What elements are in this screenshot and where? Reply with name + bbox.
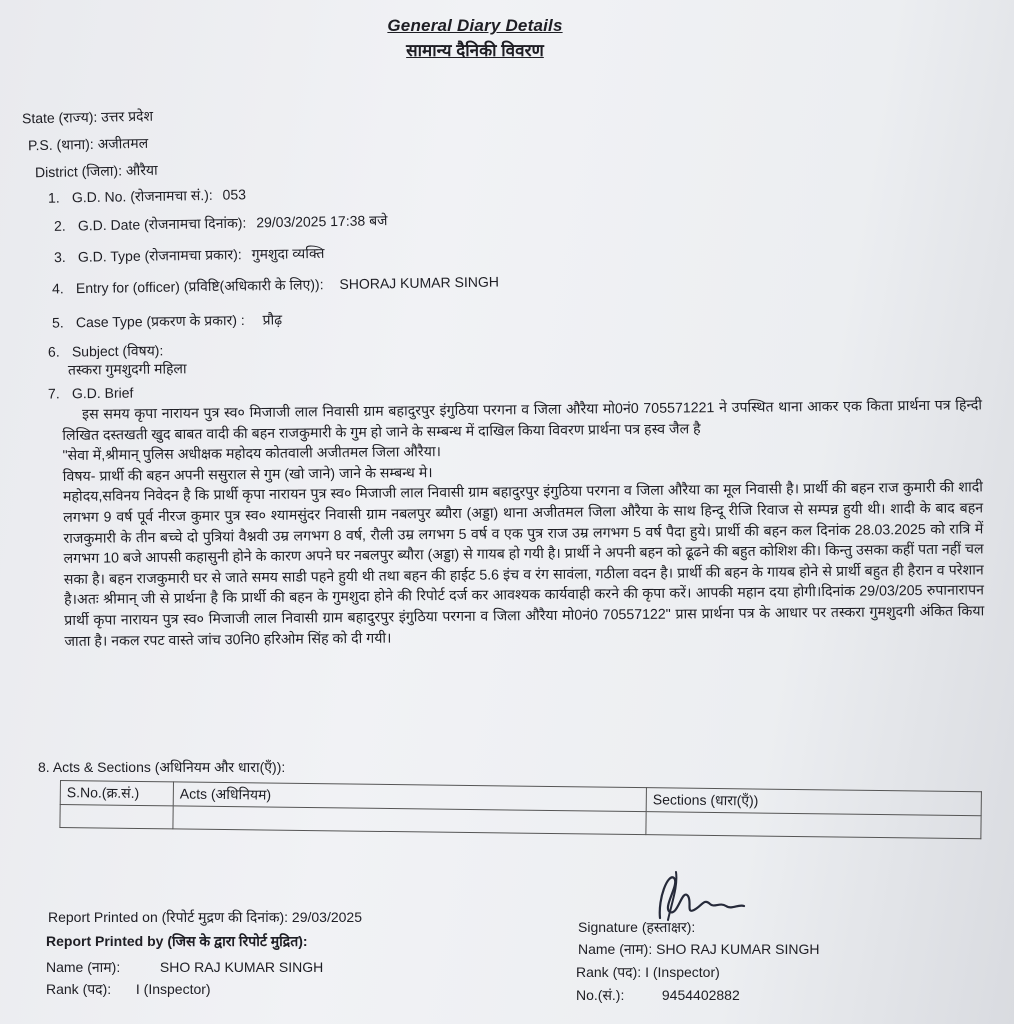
gd-type-number: 3. (53, 248, 66, 266)
district-label: District (जिला): (34, 162, 123, 181)
col-sno: S.No.(क्र.सं.) (60, 781, 173, 806)
entry-for-row (52, 272, 499, 298)
signer-rank-label: Rank (पद): (576, 964, 642, 980)
printed-on-value: 29/03/2025 (291, 909, 362, 925)
subject-value: तस्करा गुमशुदगी महिला (67, 360, 187, 378)
printed-on-label: Report Printed on (रिपोर्ट मुद्रण की दिनांक): (48, 909, 289, 925)
signer-name-line (578, 940, 819, 959)
signature-line: Signature (हस्ताक्षर): (578, 919, 696, 935)
col-acts: Acts (अधिनियम) (173, 782, 646, 812)
entry-for-value: SHORAJ KUMAR SINGH (339, 273, 499, 292)
ps-value: अजीतमल (97, 134, 149, 152)
brief-paragraph: विषय- प्रार्थी की बहन अपनी ससुराल से गुम (खो जाने) जाने के सम्बन्ध मे। (62, 464, 433, 485)
title-english: General Diary Details (387, 16, 563, 35)
acts-cell (646, 812, 981, 839)
document-header (0, 16, 950, 61)
gd-type-value: गुमशुदा व्यक्ति (251, 244, 325, 263)
brief-paragraph: "सेवा में,श्रीमान् पुलिस अधीक्षक महोदय कोतवाली अजीतमल जिला औरैया। (62, 444, 442, 465)
acts-cell (173, 806, 646, 835)
gd-type-label: G.D. Type (रोजनामचा प्रकार): (77, 246, 242, 265)
signer-no-value: 9454402882 (661, 987, 740, 1003)
entry-for-label: Entry for (officer) (प्रविष्टि(अधिकारी के लिए)): (75, 276, 324, 297)
gd-no-row (48, 185, 246, 207)
ps-line (28, 134, 149, 156)
signer-no-label: No.(सं.): (576, 987, 625, 1003)
case-type-row (52, 310, 282, 332)
brief-paragraph: महोदय,सविनय निवेदन है कि प्रार्थी कृपा नारायन पुत्र स्व० मिजाजी लाल निवासी ग्राम बहादुरपुर इंगुठिया परगना व जिला औरैया का मूल निवासी है। प्रार्थी की बहन राज कुमारी की शादी लगभग 9 वर्ष पूर्व नीरज कुमार पुत्र स्व० श्यामसुंदर निवासी ग्राम नबलपुर ब्यौरा (अड्डा) थाना अजीतमल जिला औरैया के साथ हिन्दू रीजि रिवाज से सम्पन्न हुयी थी। शादी के बाद बहन राजकुमारी के तीन बच्चे दो पुत्रियां वैश्नवी उम्र लगभग 8 वर्ष, रौली उम्र लगभग 5 वर्ष व एक पुत्र राज उम्र लगभग 5 वर्ष पैदा हुये। प्रार्थी की बहन कल दिनांक 28.03.2025 को रात्रि में लगभग 10 बजे आपसी कहासुनी होने के कारण अपने घर नबलपुर ब्यौरा (अड्डा) से गायब हो गयी है। प्रार्थी ने अपनी बहन को ढूढने की बहुत कोशिश की। किन्तु उसका कहीं पता नहीं चल सका है। बहन राजकुमारी घर से जाते समय साडी पहने हुयी थी तथा बहन की हाईट 5.6 इंच व रंग सावंला, गठीला वदन है। प्रार्थी की बहन के गायब होने से प्रार्थी बहुत ही हैरान व परेशान है।अतः श्रीमान् जी से प्रार्थना है कि प्रार्थी की बहन के गुमशुदा होने की रिपोर्ट दर्ज कर आवश्यक कार्यवाही करने की कृपा करें। आपकी महान दया होगी।दिनांक 29/03/205 रुपानारापन प्रार्थी कृपा नारायन पुत्र स्व० मिजाजी लाल निवासी ग्राम बहादुरपुर इंगुठिया परगना व जिला औरैया मो0नं0 70557122" प्रास प्रार्थना पत्र के आधार पर तस्करा गुमशुदगी अंकित किया जाता है। नकल रपट वास्ते जांच उ0नि0 हरिओम सिंह को दी गयी। (62, 479, 985, 650)
gd-date-row (54, 211, 388, 236)
gd-date-value: 29/03/2025 17:38 बजे (256, 212, 388, 231)
state-line (22, 107, 153, 129)
brief-label: G.D. Brief (71, 384, 134, 402)
printed-by-line: Report Printed by (जिस के द्वारा रिपोर्ट मुद्रित): (46, 933, 308, 949)
printed-by-name-value: SHO RAJ KUMAR SINGH (159, 959, 324, 975)
subject-row (48, 341, 170, 361)
district-line (35, 161, 158, 183)
title-hindi: सामान्य दैनिकी विवरण (406, 41, 544, 60)
case-type-value: प्रौढ़ (262, 311, 283, 328)
case-type-label: Case Type (प्रकरण के प्रकार) : (75, 311, 245, 331)
district-value: औरैया (125, 161, 158, 179)
gd-brief-text (62, 395, 985, 652)
entry-for-number: 4. (51, 280, 64, 297)
printed-by-rank-value: I (Inspector) (135, 981, 211, 997)
acts-label: Acts & Sections (अधिनियम और धारा(एँ)): (52, 759, 286, 775)
subject-label: Subject (विषय): (71, 342, 164, 360)
acts-number: 8. (38, 759, 50, 775)
brief-number: 7. (47, 385, 60, 402)
brief-paragraph: इस समय कृपा नारायन पुत्र स्व० मिजाजी लाल निवासी ग्राम बहादुरपुर इंगुठिया परगना व जिला औरैया मो0नं0 705571221 ने उपस्थित थाना आकर एक किता प्रार्थना पत्र हिन्दी लिखित दस्तखती खुद बाबत वादी की बहन राजकुमारी के गुम हो जाने के सम्बन्ध में दाखिल किया विवरण प्रार्थना पत्र हस्व जैल है (62, 397, 983, 444)
gd-no-number: 1. (47, 189, 60, 206)
brief-row (48, 385, 140, 402)
gd-no-label: G.D. No. (रोजनामचा सं.): (71, 186, 213, 206)
printed-by-name-line (46, 958, 323, 977)
col-sections: Sections (धारा(एँ)) (646, 788, 981, 816)
gd-date-label: G.D. Date (रोजनामचा दिनांक): (77, 214, 247, 234)
printed-by-name-label: Name (नाम): (46, 959, 121, 975)
state-value: उत्तर प्रदेश (100, 107, 154, 125)
acts-cell (60, 805, 173, 829)
ps-label: P.S. (थाना): (27, 135, 94, 154)
acts-table (59, 780, 982, 839)
printed-by-rank-line (46, 980, 211, 999)
printed-on-line (48, 908, 362, 927)
gd-type-row (54, 244, 325, 267)
acts-sections-heading (38, 758, 285, 777)
signer-name-label: Name (नाम): (578, 941, 653, 957)
gd-date-number: 2. (53, 217, 66, 234)
gd-no-value: 053 (222, 186, 247, 203)
signer-rank-line (576, 963, 720, 982)
signer-no-line (576, 986, 740, 1005)
case-type-number: 5. (51, 314, 64, 331)
subject-number: 6. (47, 343, 60, 360)
printed-by-rank-label: Rank (पद): (46, 981, 112, 997)
state-label: State (राज्य): (21, 108, 98, 127)
signer-rank-value: I (Inspector) (645, 964, 720, 980)
signer-name-value: SHO RAJ KUMAR SINGH (656, 941, 820, 957)
